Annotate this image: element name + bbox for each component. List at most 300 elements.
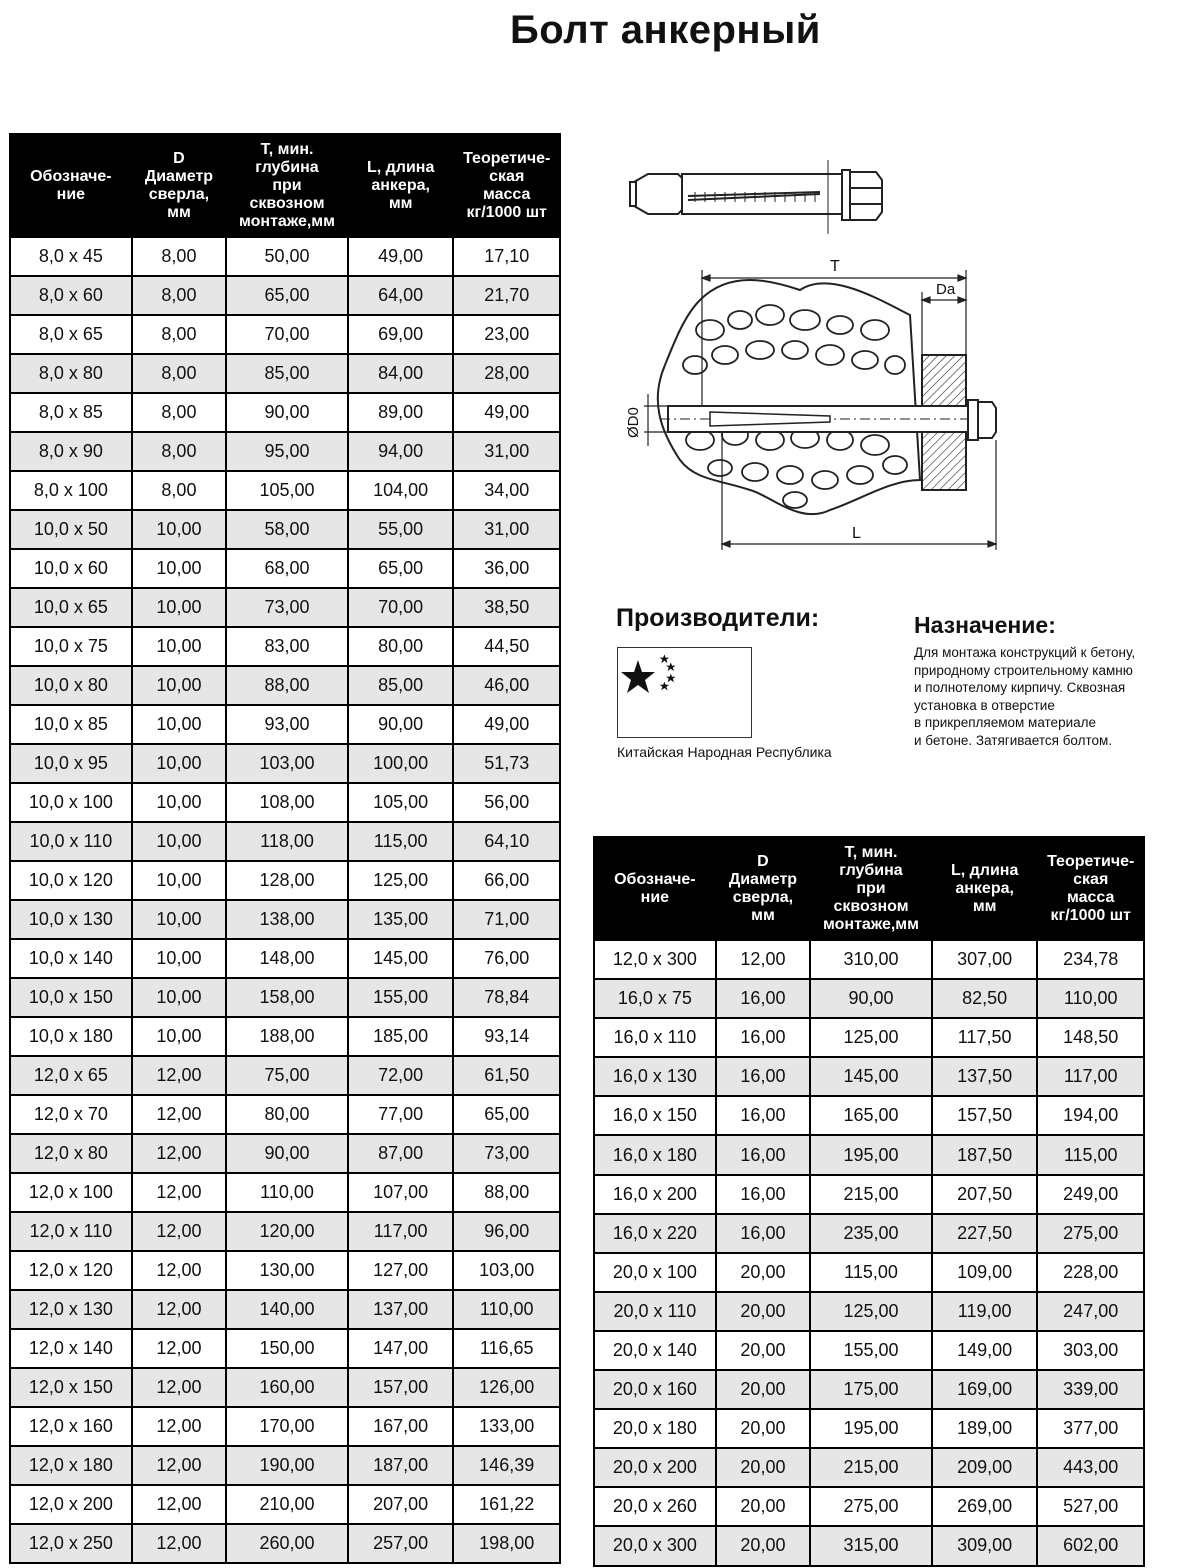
cell-designation: 16,0 x 200 — [595, 1176, 715, 1213]
cell-anchor-length: 135,00 — [349, 901, 453, 938]
table-row — [11, 472, 559, 509]
cell-anchor-length: 157,00 — [349, 1369, 453, 1406]
cell-drill-diameter: 10,00 — [133, 706, 225, 743]
cell-designation: 20,0 x 100 — [595, 1254, 715, 1291]
cell-anchor-length: 89,00 — [349, 394, 453, 431]
cell-mass: 64,10 — [454, 823, 559, 860]
table-row — [595, 1527, 1143, 1564]
cell-mass: 46,00 — [454, 667, 559, 704]
cell-anchor-length: 80,00 — [349, 628, 453, 665]
cell-mass: 31,00 — [454, 511, 559, 548]
header-line: сверла, — [148, 185, 210, 203]
cell-drill-diameter: 8,00 — [133, 316, 225, 353]
header-line: сквозном — [833, 897, 909, 915]
anchor-bolt-drawing — [600, 150, 1020, 560]
cell-min-depth: 145,00 — [811, 1058, 931, 1095]
cell-drill-diameter: 16,00 — [717, 1097, 809, 1134]
table-row — [11, 1525, 559, 1562]
cell-designation: 20,0 x 140 — [595, 1332, 715, 1369]
header-designation — [595, 838, 715, 939]
cell-min-depth: 50,00 — [227, 238, 347, 275]
cell-designation: 12,0 x 180 — [11, 1447, 131, 1484]
header-line: монтаже,мм — [823, 915, 919, 933]
cell-anchor-length: 72,00 — [349, 1057, 453, 1094]
table-row — [11, 433, 559, 470]
header-line: сверла, — [732, 888, 794, 906]
header-min-depth — [811, 838, 931, 939]
cell-designation: 12,0 x 160 — [11, 1408, 131, 1445]
table-row — [11, 1096, 559, 1133]
table-row — [11, 1330, 559, 1367]
cell-drill-diameter: 16,00 — [717, 1019, 809, 1056]
table-row — [595, 1449, 1143, 1486]
cell-drill-diameter: 12,00 — [133, 1525, 225, 1562]
cell-anchor-length: 269,00 — [933, 1488, 1037, 1525]
cell-anchor-length: 125,00 — [349, 862, 453, 899]
cell-anchor-length: 127,00 — [349, 1252, 453, 1289]
cell-min-depth: 88,00 — [227, 667, 347, 704]
header-mass — [454, 135, 559, 236]
dimension-d0-label: ØD0 — [625, 407, 642, 438]
cell-min-depth: 73,00 — [227, 589, 347, 626]
installation-section — [625, 258, 996, 550]
cell-designation: 20,0 x 160 — [595, 1371, 715, 1408]
header-line: ние — [56, 185, 86, 203]
header-designation — [11, 135, 131, 236]
bolt-elevation — [630, 160, 882, 234]
cell-mass: 28,00 — [454, 355, 559, 392]
cell-anchor-length: 137,00 — [349, 1291, 453, 1328]
cell-designation: 10,0 x 130 — [11, 901, 131, 938]
table-row — [595, 980, 1143, 1017]
table-row — [11, 628, 559, 665]
table-row — [595, 941, 1143, 978]
table-row — [11, 706, 559, 743]
cell-designation: 20,0 x 180 — [595, 1410, 715, 1447]
cell-designation: 8,0 x 80 — [11, 355, 131, 392]
header-line: мм — [972, 897, 997, 915]
cell-designation: 16,0 x 75 — [595, 980, 715, 1017]
cell-anchor-length: 169,00 — [933, 1371, 1037, 1408]
table-row — [11, 901, 559, 938]
header-line: масса — [483, 185, 531, 203]
cell-anchor-length: 90,00 — [349, 706, 453, 743]
cell-mass: 377,00 — [1038, 1410, 1143, 1447]
cell-mass: 44,50 — [454, 628, 559, 665]
cell-anchor-length: 137,50 — [933, 1058, 1037, 1095]
cell-anchor-length: 94,00 — [349, 433, 453, 470]
header-line: Т, мин. — [260, 140, 314, 158]
cell-mass: 194,00 — [1038, 1097, 1143, 1134]
cell-mass: 65,00 — [454, 1096, 559, 1133]
cell-min-depth: 160,00 — [227, 1369, 347, 1406]
header-line: Теоретиче- — [463, 149, 551, 167]
cell-mass: 49,00 — [454, 394, 559, 431]
cell-anchor-length: 155,00 — [349, 979, 453, 1016]
cell-anchor-length: 207,00 — [349, 1486, 453, 1523]
cell-drill-diameter: 16,00 — [717, 1058, 809, 1095]
header-line: глубина — [255, 158, 319, 176]
table-row — [11, 1291, 559, 1328]
cell-mass: 31,00 — [454, 433, 559, 470]
cell-mass: 133,00 — [454, 1408, 559, 1445]
cell-drill-diameter: 12,00 — [133, 1252, 225, 1289]
cell-designation: 16,0 x 110 — [595, 1019, 715, 1056]
table-row — [595, 1097, 1143, 1134]
cell-drill-diameter: 10,00 — [133, 901, 225, 938]
cell-mass: 234,78 — [1038, 941, 1143, 978]
cell-drill-diameter: 10,00 — [133, 979, 225, 1016]
cell-min-depth: 125,00 — [811, 1019, 931, 1056]
cell-drill-diameter: 8,00 — [133, 394, 225, 431]
cell-drill-diameter: 12,00 — [133, 1447, 225, 1484]
table-row — [11, 316, 559, 353]
cell-anchor-length: 105,00 — [349, 784, 453, 821]
cell-anchor-length: 65,00 — [349, 550, 453, 587]
cell-anchor-length: 77,00 — [349, 1096, 453, 1133]
cell-min-depth: 93,00 — [227, 706, 347, 743]
cell-designation: 20,0 x 200 — [595, 1449, 715, 1486]
cell-mass: 71,00 — [454, 901, 559, 938]
table-row — [11, 1135, 559, 1172]
table-row — [11, 238, 559, 275]
cell-drill-diameter: 12,00 — [133, 1369, 225, 1406]
cell-mass: 110,00 — [1038, 980, 1143, 1017]
cell-min-depth: 90,00 — [227, 1135, 347, 1172]
purpose-line: Для монтажа конструкций к бетону, — [914, 645, 1136, 660]
purpose-line: установка в отверстие — [914, 697, 1055, 713]
table-header-row — [595, 838, 1143, 939]
cell-mass: 36,00 — [454, 550, 559, 587]
cell-min-depth: 175,00 — [811, 1371, 931, 1408]
table-row — [595, 1058, 1143, 1095]
cell-drill-diameter: 10,00 — [133, 862, 225, 899]
cell-designation: 16,0 x 150 — [595, 1097, 715, 1134]
table-row — [595, 1488, 1143, 1525]
header-line: при — [856, 879, 886, 897]
cell-anchor-length: 85,00 — [349, 667, 453, 704]
cell-mass: 49,00 — [454, 706, 559, 743]
cell-mass: 17,10 — [454, 238, 559, 275]
cell-mass: 76,00 — [454, 940, 559, 977]
cell-drill-diameter: 12,00 — [133, 1486, 225, 1523]
cell-drill-diameter: 10,00 — [133, 823, 225, 860]
header-line: анкера, — [371, 176, 430, 194]
header-line: масса — [1067, 888, 1115, 906]
cell-designation: 12,0 x 140 — [11, 1330, 131, 1367]
cell-mass: 88,00 — [454, 1174, 559, 1211]
cell-drill-diameter: 20,00 — [717, 1293, 809, 1330]
table-row — [11, 1057, 559, 1094]
cell-designation: 12,0 x 80 — [11, 1135, 131, 1172]
cell-min-depth: 83,00 — [227, 628, 347, 665]
purpose-line: природному строительному камню — [914, 662, 1133, 678]
cell-anchor-length: 257,00 — [349, 1525, 453, 1562]
cell-anchor-length: 69,00 — [349, 316, 453, 353]
cell-min-depth: 128,00 — [227, 862, 347, 899]
cell-mass: 275,00 — [1038, 1215, 1143, 1252]
cell-anchor-length: 70,00 — [349, 589, 453, 626]
cell-anchor-length: 64,00 — [349, 277, 453, 314]
cell-designation: 10,0 x 80 — [11, 667, 131, 704]
table-row — [11, 355, 559, 392]
table-row — [595, 1332, 1143, 1369]
header-line: мм — [751, 906, 775, 924]
cell-designation: 8,0 x 45 — [11, 238, 131, 275]
cell-designation: 10,0 x 65 — [11, 589, 131, 626]
table-row — [595, 1136, 1143, 1173]
table-row — [595, 1293, 1143, 1330]
cell-anchor-length: 49,00 — [349, 238, 453, 275]
cell-min-depth: 80,00 — [227, 1096, 347, 1133]
cell-min-depth: 125,00 — [811, 1293, 931, 1330]
cell-min-depth: 90,00 — [227, 394, 347, 431]
cell-anchor-length: 185,00 — [349, 1018, 453, 1055]
cell-min-depth: 195,00 — [811, 1410, 931, 1447]
header-line: мм — [167, 203, 191, 221]
cell-mass: 126,00 — [454, 1369, 559, 1406]
table-row — [11, 1252, 559, 1289]
cell-anchor-length: 167,00 — [349, 1408, 453, 1445]
header-line: сквозном — [249, 194, 325, 212]
cell-drill-diameter: 12,00 — [133, 1291, 225, 1328]
cell-drill-diameter: 10,00 — [133, 589, 225, 626]
cell-drill-diameter: 20,00 — [717, 1488, 809, 1525]
cell-anchor-length: 115,00 — [349, 823, 453, 860]
cell-min-depth: 130,00 — [227, 1252, 347, 1289]
table-body — [11, 238, 559, 1562]
cell-drill-diameter: 12,00 — [133, 1174, 225, 1211]
cell-designation: 10,0 x 100 — [11, 784, 131, 821]
cell-drill-diameter: 10,00 — [133, 745, 225, 782]
cell-min-depth: 115,00 — [811, 1254, 931, 1291]
cell-min-depth: 190,00 — [227, 1447, 347, 1484]
cell-designation: 10,0 x 85 — [11, 706, 131, 743]
cell-min-depth: 105,00 — [227, 472, 347, 509]
cell-designation: 12,0 x 120 — [11, 1252, 131, 1289]
cell-designation: 12,0 x 150 — [11, 1369, 131, 1406]
cell-drill-diameter: 8,00 — [133, 472, 225, 509]
table-row — [11, 1408, 559, 1445]
header-line: монтаже,мм — [239, 212, 335, 230]
cell-mass: 56,00 — [454, 784, 559, 821]
cell-min-depth: 210,00 — [227, 1486, 347, 1523]
cell-designation: 16,0 x 220 — [595, 1215, 715, 1252]
cell-anchor-length: 100,00 — [349, 745, 453, 782]
table-row — [11, 1369, 559, 1406]
cell-min-depth: 158,00 — [227, 979, 347, 1016]
cell-designation: 10,0 x 60 — [11, 550, 131, 587]
cell-designation: 12,0 x 200 — [11, 1486, 131, 1523]
header-line: мм — [388, 194, 413, 212]
header-anchor-length — [933, 838, 1037, 939]
cell-anchor-length: 117,50 — [933, 1019, 1037, 1056]
cell-min-depth: 68,00 — [227, 550, 347, 587]
cell-min-depth: 85,00 — [227, 355, 347, 392]
table-body — [595, 941, 1143, 1565]
china-flag-icon — [617, 647, 752, 738]
cell-anchor-length: 209,00 — [933, 1449, 1037, 1486]
cell-drill-diameter: 12,00 — [133, 1135, 225, 1172]
cell-designation: 12,0 x 70 — [11, 1096, 131, 1133]
cell-min-depth: 95,00 — [227, 433, 347, 470]
header-line: Т, мин. — [844, 843, 898, 861]
header-line: Диаметр — [144, 167, 214, 185]
cell-min-depth: 103,00 — [227, 745, 347, 782]
cell-min-depth: 110,00 — [227, 1174, 347, 1211]
cell-designation: 8,0 x 85 — [11, 394, 131, 431]
cell-drill-diameter: 16,00 — [717, 1215, 809, 1252]
cell-mass: 117,00 — [1038, 1058, 1143, 1095]
anchor-spec-table-1 — [9, 133, 561, 1564]
cell-designation: 12,0 x 130 — [11, 1291, 131, 1328]
cell-min-depth: 120,00 — [227, 1213, 347, 1250]
table-row — [11, 745, 559, 782]
cell-mass: 228,00 — [1038, 1254, 1143, 1291]
table-row — [11, 1018, 559, 1055]
cell-designation: 16,0 x 130 — [595, 1058, 715, 1095]
cell-mass: 115,00 — [1038, 1136, 1143, 1173]
cell-anchor-length: 87,00 — [349, 1135, 453, 1172]
cell-designation: 12,0 x 250 — [11, 1525, 131, 1562]
cell-anchor-length: 157,50 — [933, 1097, 1037, 1134]
cell-min-depth: 58,00 — [227, 511, 347, 548]
cell-drill-diameter: 12,00 — [717, 941, 809, 978]
cell-designation: 10,0 x 150 — [11, 979, 131, 1016]
purpose-title: Назначение: — [914, 612, 1056, 638]
table-row — [11, 862, 559, 899]
cell-mass: 339,00 — [1038, 1371, 1143, 1408]
cell-designation: 20,0 x 260 — [595, 1488, 715, 1525]
table-row — [11, 979, 559, 1016]
header-line: Обозначе- — [614, 870, 696, 888]
cell-min-depth: 275,00 — [811, 1488, 931, 1525]
cell-min-depth: 65,00 — [227, 277, 347, 314]
cell-drill-diameter: 8,00 — [133, 238, 225, 275]
cell-min-depth: 170,00 — [227, 1408, 347, 1445]
table-row — [11, 667, 559, 704]
cell-min-depth: 75,00 — [227, 1057, 347, 1094]
cell-drill-diameter: 12,00 — [133, 1213, 225, 1250]
purpose-line: и полнотелому кирпичу. Сквозная — [914, 680, 1126, 695]
cell-mass: 93,14 — [454, 1018, 559, 1055]
cell-min-depth: 235,00 — [811, 1215, 931, 1252]
table-row — [11, 1486, 559, 1523]
header-line: Обозначе- — [30, 167, 112, 185]
cell-anchor-length: 104,00 — [349, 472, 453, 509]
cell-mass: 148,50 — [1038, 1019, 1143, 1056]
cell-anchor-length: 307,00 — [933, 941, 1037, 978]
cell-min-depth: 215,00 — [811, 1176, 931, 1213]
cell-mass: 96,00 — [454, 1213, 559, 1250]
cell-anchor-length: 309,00 — [933, 1527, 1037, 1564]
cell-drill-diameter: 20,00 — [717, 1254, 809, 1291]
cell-designation: 20,0 x 110 — [595, 1293, 715, 1330]
cell-mass: 73,00 — [454, 1135, 559, 1172]
table-row — [595, 1410, 1143, 1447]
cell-anchor-length: 109,00 — [933, 1254, 1037, 1291]
cell-designation: 10,0 x 50 — [11, 511, 131, 548]
table-row — [595, 1019, 1143, 1056]
header-line: ние — [640, 888, 670, 906]
cell-mass: 103,00 — [454, 1252, 559, 1289]
cell-min-depth: 310,00 — [811, 941, 931, 978]
header-line: анкера, — [955, 879, 1014, 897]
header-line: Диаметр — [728, 870, 798, 888]
cell-designation: 10,0 x 180 — [11, 1018, 131, 1055]
cell-min-depth: 165,00 — [811, 1097, 931, 1134]
header-mass — [1038, 838, 1143, 939]
cell-anchor-length: 82,50 — [933, 980, 1037, 1017]
header-min-depth — [227, 135, 347, 236]
purpose-line: в прикрепляемом материале — [914, 715, 1097, 730]
producers-title: Производители: — [616, 604, 820, 632]
cell-designation: 10,0 x 75 — [11, 628, 131, 665]
cell-designation: 12,0 x 65 — [11, 1057, 131, 1094]
cell-min-depth: 195,00 — [811, 1136, 931, 1173]
cell-designation: 20,0 x 300 — [595, 1527, 715, 1564]
anchor-spec-table-2 — [593, 836, 1145, 1567]
cell-drill-diameter: 12,00 — [133, 1096, 225, 1133]
cell-designation: 10,0 x 120 — [11, 862, 131, 899]
cell-mass: 249,00 — [1038, 1176, 1143, 1213]
header-line: кг/1000 шт — [466, 203, 547, 221]
cell-mass: 443,00 — [1038, 1449, 1143, 1486]
dimension-l-label: L — [852, 525, 861, 542]
cell-anchor-length: 227,50 — [933, 1215, 1037, 1252]
cell-min-depth: 260,00 — [227, 1525, 347, 1562]
cell-anchor-length: 187,00 — [349, 1447, 453, 1484]
table-row — [11, 511, 559, 548]
cell-min-depth: 315,00 — [811, 1527, 931, 1564]
cell-min-depth: 215,00 — [811, 1449, 931, 1486]
table-row — [11, 589, 559, 626]
cell-min-depth: 138,00 — [227, 901, 347, 938]
cell-drill-diameter: 16,00 — [717, 1176, 809, 1213]
page-title: Болт анкерный — [510, 8, 821, 52]
purpose-text — [914, 644, 1184, 749]
cell-drill-diameter: 10,00 — [133, 550, 225, 587]
cell-drill-diameter: 8,00 — [133, 433, 225, 470]
cell-mass: 21,70 — [454, 277, 559, 314]
table-row — [11, 1174, 559, 1211]
cell-anchor-length: 187,50 — [933, 1136, 1037, 1173]
cell-anchor-length: 117,00 — [349, 1213, 453, 1250]
header-line: кг/1000 шт — [1050, 906, 1131, 924]
cell-anchor-length: 147,00 — [349, 1330, 453, 1367]
cell-anchor-length: 55,00 — [349, 511, 453, 548]
cell-drill-diameter: 10,00 — [133, 940, 225, 977]
cell-drill-diameter: 10,00 — [133, 784, 225, 821]
cell-designation: 8,0 x 60 — [11, 277, 131, 314]
table-row — [11, 394, 559, 431]
table-row — [595, 1215, 1143, 1252]
cell-anchor-length: 189,00 — [933, 1410, 1037, 1447]
header-line: L, длина — [366, 158, 435, 176]
cell-drill-diameter: 10,00 — [133, 1018, 225, 1055]
header-line: ская — [1073, 870, 1109, 888]
cell-mass: 198,00 — [454, 1525, 559, 1562]
cell-mass: 61,50 — [454, 1057, 559, 1094]
header-line: D — [757, 852, 769, 870]
cell-min-depth: 155,00 — [811, 1332, 931, 1369]
cell-mass: 34,00 — [454, 472, 559, 509]
cell-anchor-length: 145,00 — [349, 940, 453, 977]
header-anchor-length — [349, 135, 453, 236]
cell-designation: 12,0 x 300 — [595, 941, 715, 978]
cell-drill-diameter: 10,00 — [133, 511, 225, 548]
cell-anchor-length: 207,50 — [933, 1176, 1037, 1213]
